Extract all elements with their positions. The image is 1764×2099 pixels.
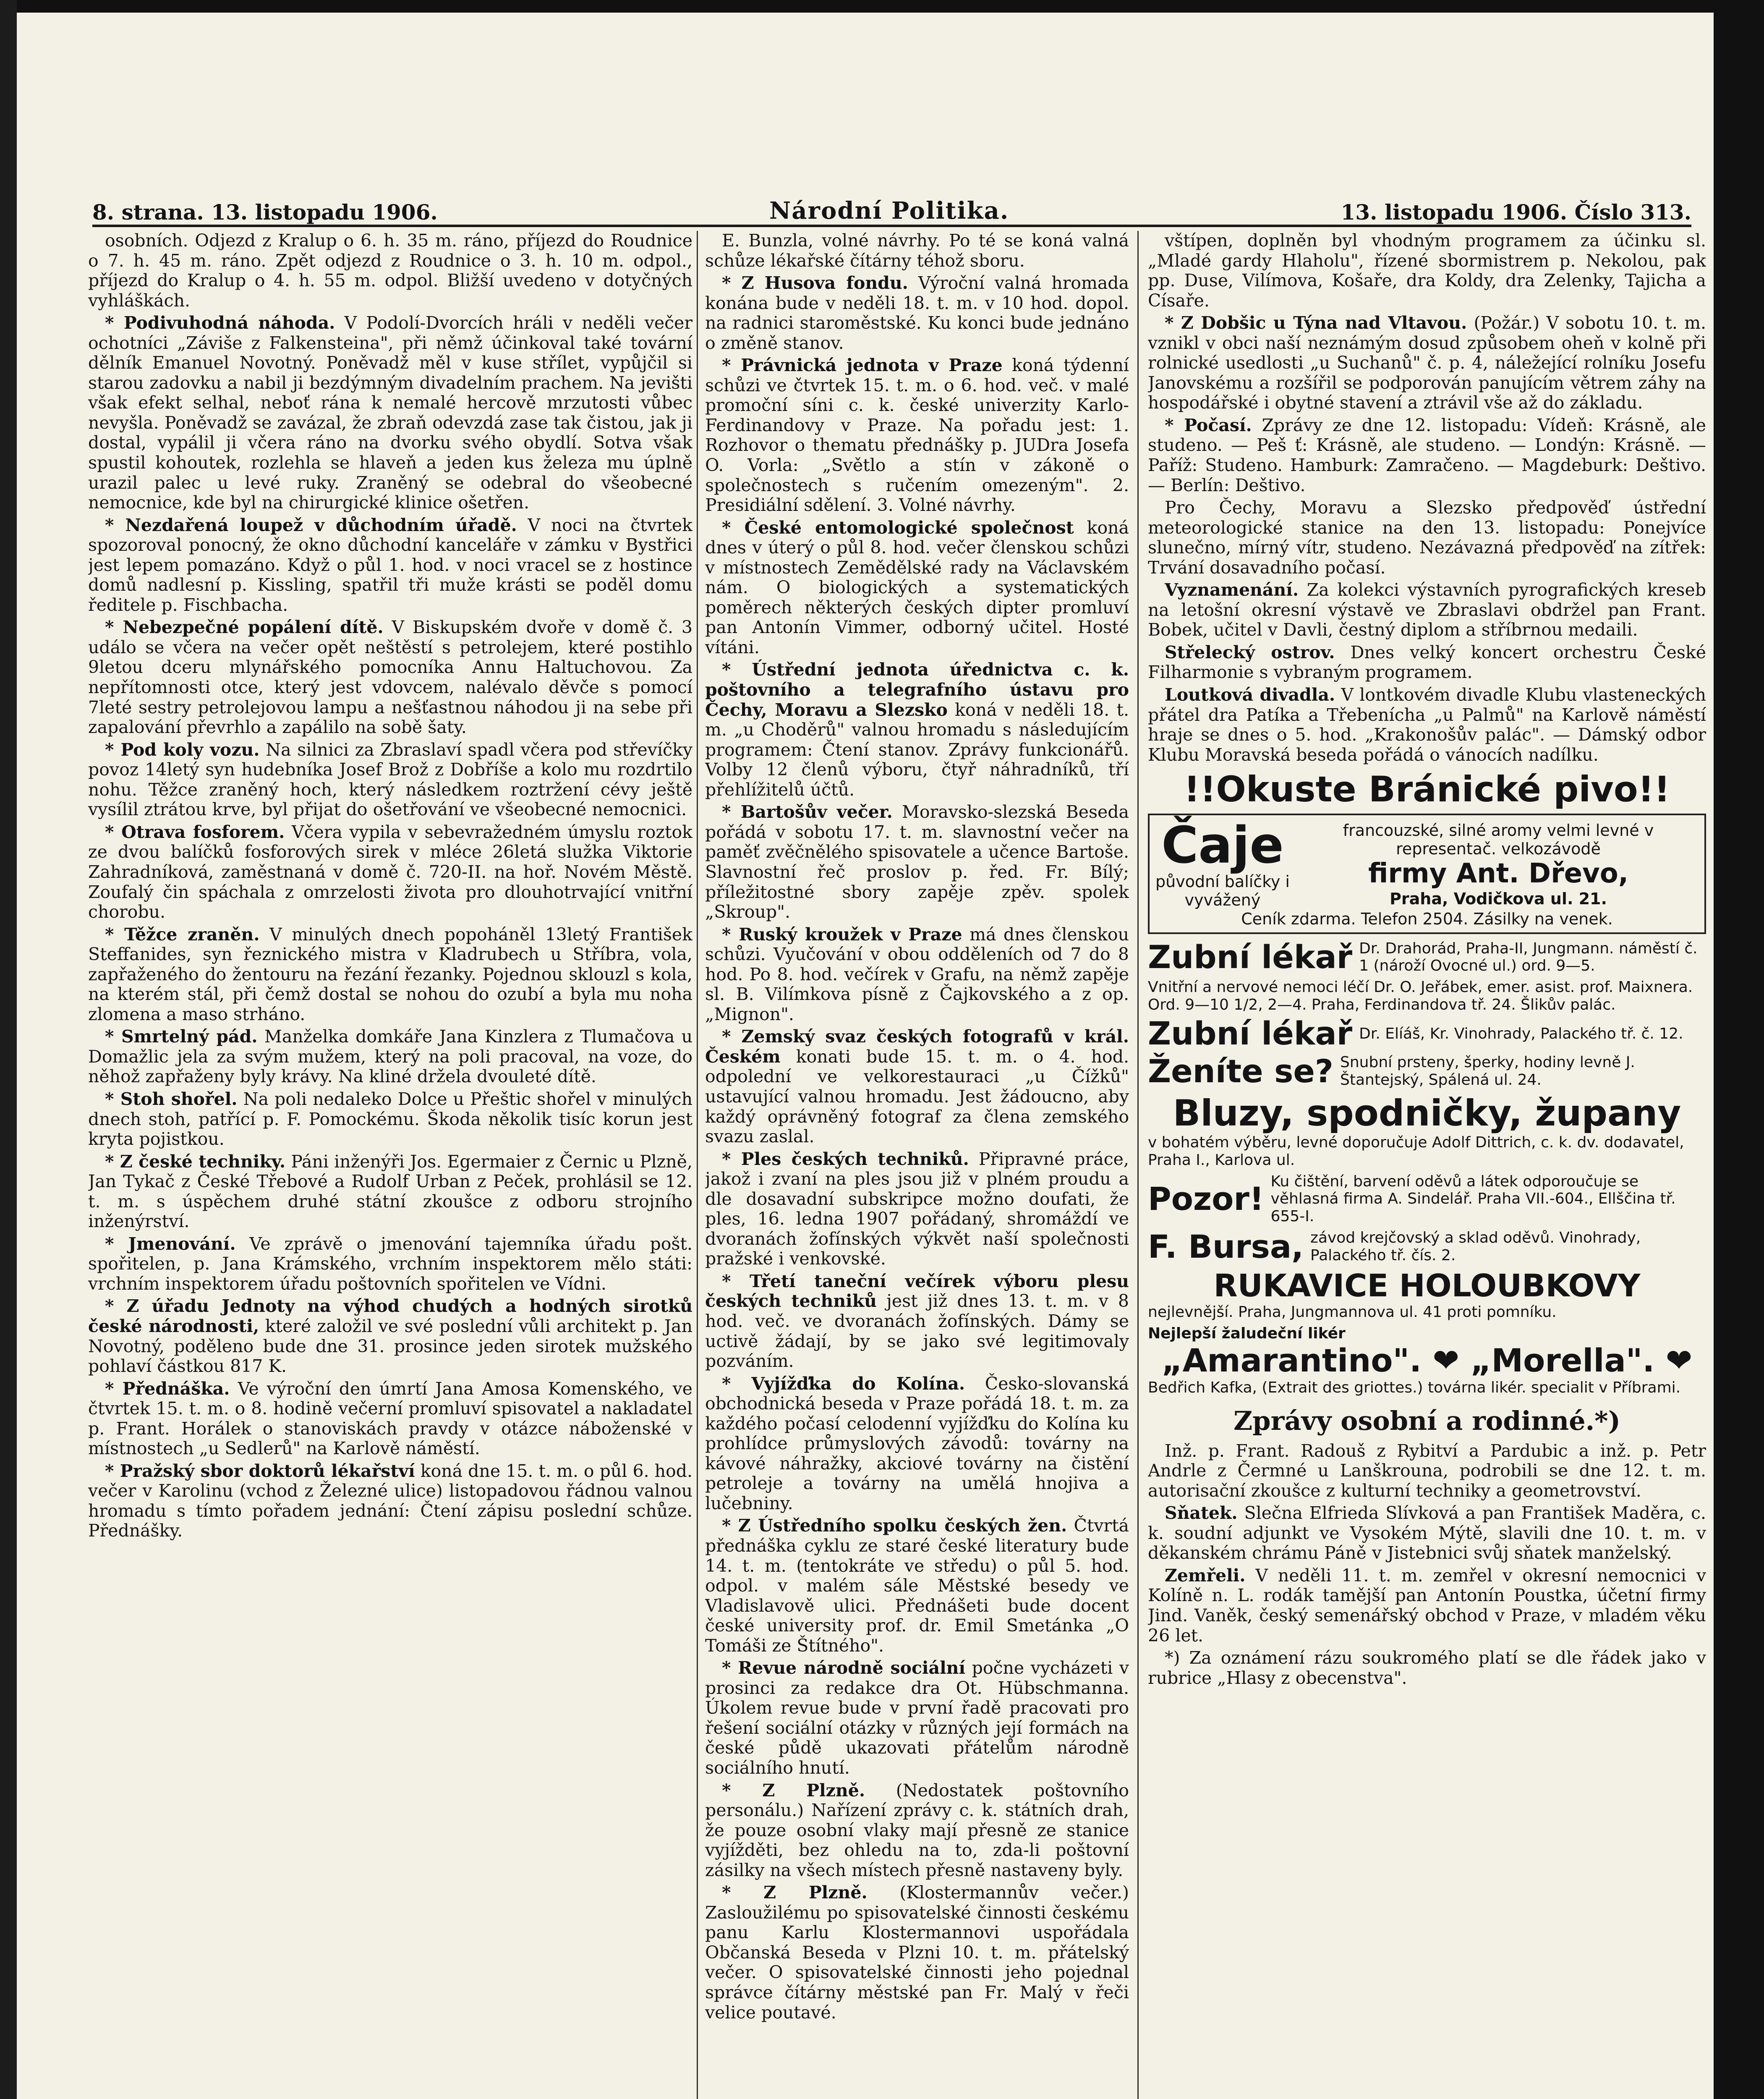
column-rule: [1137, 231, 1139, 2099]
ad-jerabek: [1148, 979, 1706, 1013]
article: [88, 822, 693, 922]
article-heading: * Smrtelný pád.: [105, 1026, 258, 1047]
article-text: jest již dnes 13. t. m. v 8 hod. več. ve dvoranách žofínských. Dámy se uctivě žádají, by se jako své legitimovaly pozváním.: [705, 1291, 1129, 1371]
article-text: koná dne 15. t. m. o půl 6. hod. večer v Karolinu (vchod z Železné ulice) listopadovou řádnou valnou hromadu s tímto pořadem jednání: Čtení zápisu poslední schůze. Přednášky.: [88, 1460, 693, 1541]
ad-label: Pozor!: [1148, 1180, 1264, 1218]
article: [705, 1027, 1129, 1146]
article-heading: * Jmenování.: [105, 1233, 236, 1254]
ad-text: Nejlepší žaludeční likér: [1148, 1325, 1346, 1343]
article-text: osobních. Odjezd z Kralup o 6. h. 35 m. ráno, příjezd do Roudnice o 7. h. 45 m. ráno. Zpět odjezd z Roudnice o 3. h. 10 m. odpol., příjezd do Kralup o 4. h. 55 m. odpol. Bližší uvedeno v dotyčných vyhláškách.: [88, 231, 693, 311]
article-heading: * Ples českých techniků.: [722, 1149, 969, 1169]
ad-zubni-lekar-2: [1148, 1015, 1706, 1052]
column-2: [705, 231, 1129, 2099]
scan-edge-right: [1714, 0, 1764, 2099]
article-heading: Střelecký ostrov.: [1165, 642, 1335, 662]
article: [705, 273, 1129, 353]
article-text: Slečna Elfrieda Slívková a pan František Maděra, c. k. soudní adjunkt ve Vysokém Mýtě, slavili dne 10. t. m. v děkanském chrámu Páně v Jistebnici svůj sňatek manželský.: [1148, 1503, 1706, 1563]
article-text: E. Bunzla, volné návrhy. Po té se koná valná schůze lékařské čítárny téhož sboru.: [705, 231, 1129, 271]
article: [1148, 416, 1706, 495]
article: [88, 1152, 693, 1232]
article-heading: * Z Dobšic u Týna nad Vltavou.: [1165, 313, 1467, 333]
ad-caje-title: Čaje: [1161, 817, 1284, 875]
article-text: (Nedostatek poštovního personálu.) Nařízení zprávy c. k. státních drah, že pouze osobní vlaky mají přesně ze stanice vyjížděti, bez ohledu na to, zda-li poštovní zásilky na všech místech přesně nastaveny byly.: [705, 1780, 1129, 1880]
article-heading: * Bartošův večer.: [722, 802, 893, 822]
section-title: Zprávy osobní a rodinné.*): [1233, 1405, 1620, 1436]
ad-caje-address: Praha, Vodičkova ul. 21.: [1390, 889, 1607, 908]
article: [705, 1374, 1129, 1514]
article-heading: * Z Ústředního spolku českých žen.: [722, 1515, 1067, 1536]
ad-amarantino-title: „Amarantino". ❤ „Morella". ❤: [1161, 1342, 1693, 1379]
article-heading: * Přednáška.: [105, 1378, 230, 1399]
article: [1148, 313, 1706, 413]
article-text: Moravsko-slezská Beseda pořádá v sobotu 17. t. m. slavnostní večer na paměť zvěčnělého spisovatele a učence Bartoše. Slavnostní řeč proslov p. řed. Fr. Bílý; příležitostné sbory zapěje zpěv. spolek „Skroup".: [705, 802, 1129, 922]
article-text: V minulých dnech popoháněl 13letý František Steffanides, syn řeznického mistra v Kladrubech u Stříbra, vola, zapřaženého do žentouru na řezání řezanky. Pojednou sklouzl s kola, na kterém stál, při čemž dostal se nohou do ozubí a byla mu noha zlomena a maso strháno.: [88, 924, 693, 1024]
article-text: V lontkovém divadle Klubu vlasteneckých přátel dra Patíka a Třebenícha „u Palmů" na Karlově náměstí hraje se dnes o 5. hod. „Krakonošův palác". — Dámský odbor Klubu Moravská beseda pořádá o vánocích nadílku.: [1148, 685, 1706, 765]
article: [705, 1272, 1129, 1371]
ad-likér: [1148, 1325, 1706, 1342]
article: [705, 925, 1129, 1025]
ad-bluzy: [1148, 1134, 1706, 1169]
article-heading: * Těžce zraněn.: [105, 924, 260, 945]
article: [88, 516, 693, 615]
column-3: [1148, 231, 1706, 2099]
ad-caje-footer: Ceník zdarma. Telefon 2504. Zásilky na venek.: [1241, 909, 1613, 928]
article-heading: Zemřeli.: [1165, 1565, 1246, 1586]
article: [1148, 643, 1706, 683]
article-text: počne vycházeti v prosinci za redakce dra Ot. Hübschmanna. Úkolem revue bude v první řadě pracovati pro řešení sociální otázky v různých její formách na české půdě ukazovati přátelům národně sociálního hnutí.: [705, 1658, 1129, 1778]
ad-text: v bohatém výběru, levné doporučuje Adolf Dittrich, c. k. dv. dodavatel, Praha I., Karlova ul.: [1148, 1134, 1684, 1169]
article-heading: * Stoh shořel.: [105, 1089, 238, 1109]
article-text: Ve zprávě o jmenování tajemníka úřadu pošt. spořitelen, p. Jana Krámského, vrchním inspektorem mělo státi: vrchním inspektorem úřadu poštovních spořitelen ve Vídni.: [88, 1233, 693, 1294]
article-text: Inž. p. Frant. Radouš z Rybitví a Pardubic a inž. p. Petr Andrle z Čermné u Lanškrouna, podrobili se dne 12. t. m. autorisační zkoušce z kulturní techniky a geometrovství.: [1148, 1440, 1706, 1501]
article-heading: * Třetí taneční večírek výboru plesu českých techniků: [705, 1271, 1129, 1311]
article-heading: * Otrava fosforem.: [105, 822, 285, 842]
article-text: V neděli 11. t. m. zemřel v okresní nemocnici v Kolíně n. L. rodák tamější pan Antonín Poustka, účetní firmy Jind. Vaněk, český semenářský obchod v Praze, v mladém věku 26 let.: [1148, 1565, 1706, 1646]
article: [1148, 1566, 1706, 1646]
article: [88, 1027, 693, 1087]
article: [705, 1883, 1129, 2023]
article: [88, 1461, 693, 1541]
ad-rukavice: [1148, 1303, 1706, 1321]
ad-caje-sub: původní balíčky i vyvážený: [1155, 872, 1290, 910]
article-text: které založil ve své poslední vůli architekt p. Jan Novotný, poděleno bude dne 31. prosince jeden sirotek mužského pohlaví částkou 817 K.: [88, 1316, 693, 1377]
article-heading: * Zemský svaz českých fotografů v král. Českém: [705, 1026, 1129, 1067]
article-text: Manželka domkáře Jana Kinzlera z Tlumačova u Domažlic jela za svým mužem, který na poli pracoval, na voze, do něhož zapřaženy byly krávy. Na kliné držela dvouleté dítě.: [88, 1026, 693, 1087]
article-heading: * Nebezpečné popálení dítě.: [105, 617, 384, 638]
ad-bluzy-title: Bluzy, spodničky, župany: [1173, 1092, 1681, 1134]
article: [705, 660, 1129, 800]
article-text: V noci na čtvrtek spozoroval ponocný, že okno důchodní kanceláře v zámku v Bystřici jest lepem pomazáno. Když o půl 1. hod. v noci vracel se z hostince domů nadlesní p. Kissling, spatřil tři muže krásti se poděl domu ředitele p. Fischbacha.: [88, 515, 693, 615]
article-text: V Biskupském dvoře v domě č. 3 událo se včera na večer opět neštěstí s petrolejem, které postihlo 9letou dceru mlynářského pomocníka Annu Haltuchovou. Za nepřítomnosti otce, který jest vdovcem, nalévalo děvče s pomocí 7leté sestry petrolejovou lampu a nešťastnou náhodou ji na sebe při zapalování převrhlo a zapálilo na sobě šaty.: [88, 617, 693, 738]
article: [705, 1781, 1129, 1881]
article-heading: * Z Plzně.: [722, 1882, 868, 1903]
article-heading: * Pražský sbor doktorů lékařství: [105, 1460, 415, 1481]
article-heading: * Ruský kroužek v Praze: [722, 924, 962, 945]
article: [1148, 1503, 1706, 1563]
article: [705, 1516, 1129, 1656]
article: [88, 1234, 693, 1294]
article-text: Ve výroční den úmrtí Jana Amosa Komenského, ve čtvrtek 15. t. m. o 8. hodině večerní promluví spisovatel a nakladatel p. Frant. Horálek o stanoviskách pravdy v otázce náboženské v místnostech „u Sedlerů" na Karlově náměstí.: [88, 1378, 693, 1459]
article-heading: * Z Husova fondu.: [722, 273, 908, 293]
article: [705, 802, 1129, 922]
article-text: Na poli nedaleko Dolce u Přeštic shořel v minulých dnech stoh, patřící p. F. Pomockému. Škoda několik tisíc korun jest kryta pojistkou.: [88, 1089, 693, 1149]
article-heading: * Podivuhodná náhoda.: [105, 313, 335, 333]
column-rule: [697, 231, 698, 2099]
ad-caje-firm: firmy Ant. Dřevo,: [1368, 858, 1629, 890]
article-text: vštípen, doplněn byl vhodným programem za účinku sl. „Mladé gardy Hlaholu", řízené sbormistrem p. Nekolou, pak pp. Duse, Vilímova, Košaře, dra Koldy, dra Zelenky, Tajicha a Císaře.: [1148, 231, 1706, 311]
article-text: koná týdenní schůzi ve čtvrtek 15. t. m. o 6. hod. več. v malé promoční síni c. k. české univerzity Karlo-Ferdinandovy v Praze. Na pořadu jest: 1. Rozhovor o thematu přednášky p. JUDra Josefa O. Vorla: „Světlo a stín v zákoně o společnostech s ručením omezeným". 2. Presidiální sdělení. 3. Volné návrhy.: [705, 355, 1129, 516]
ad-caje: [1148, 814, 1706, 934]
footnote: *) Za oznámení rázu soukromého platí se dle řádek jako v rubrice „Hlasy z obecenstva".: [1148, 1648, 1706, 1688]
ad-text: Bedřich Kafka, (Extrait des griottes.) továrna likér. specialit v Příbrami.: [1148, 1379, 1681, 1397]
ad-text: Vnitřní a nervové nemoci léčí Dr. O. Jeřábek, emer. asist. prof. Maixnera. Ord. 9—10 1/2, 2—4. Praha, Ferdinandova tř. 24. Šlikův palác.: [1148, 979, 1693, 1013]
newspaper-title: Národní Politika.: [769, 197, 1009, 225]
ad-zubni-lekar-1: [1148, 940, 1706, 975]
article: [88, 313, 693, 513]
article: [705, 1149, 1129, 1269]
article-text: Pro Čechy, Moravu a Slezsko předpověď ústřední meteorologické stanice na den 13. listopadu: Ponejvíce slunečno, mírný vítr, studeno. Nezávazná předpověď na zítřek: Trvání dosavadního počasí.: [1148, 497, 1706, 578]
article-heading: Loutková divadla.: [1165, 685, 1335, 705]
article-heading: * Nezdařená loupež v důchodním úřadě.: [105, 515, 517, 535]
ad-kafka: [1148, 1379, 1706, 1396]
ad-caje-desc: francouzské, silné aromy velmi levné v representač. velkozávodě: [1343, 821, 1654, 858]
ad-label: F. Bursa,: [1148, 1227, 1304, 1265]
article-heading: * Pod koly vozu.: [105, 739, 260, 760]
article-text: koná dnes v úterý o půl 8. hod. večer členskou schůzi v místnostech Zemědělské rady na Václavském nám. O biologických a systematických poměrech některých českých dipter promluví pan Antonín Vimmer, odborný učitel. Hosté vítáni.: [705, 517, 1129, 657]
article: [705, 1658, 1129, 1778]
article-text: V Podolí-Dvorcích hráli v neděli večer ochotníci „Záviše z Falkensteina", při němž účinkoval také tovární dělník Emanuel Novotný. Poněvadž měl v kuse střílet, vypůjčil si starou zadovku a nabil ji bezdýmným divadelním prachem. Na jevišti však efekt selhal, neboť rána k nemalé hercově mrzutosti vůbec nevyšla. Poněvadž se zavázal, že zbraň odevzdá zase tak čistou, jak ji dostal, vypálil ji včera ráno na dvorku svého obydlí. Sotva však spustil kohoutek, rozlehla se hlaveň a jeden kus železa mu úplně urazil palec u levé ruky. Zraněný se odebral do všeobecné nemocnice, kde byl na chirurgické klinice ošetřen.: [88, 313, 693, 513]
article-heading: * Vyjížďka do Kolína.: [722, 1373, 965, 1394]
article-text: Páni inženýři Jos. Egermaier z Černic u Plzně, Jan Tykač z České Třebové a Rudolf Urban z Peček, prohlásil se 12. t. m. s úspěchem druhé státní zkoušce z odboru strojního inženýrství.: [88, 1151, 693, 1232]
masthead-right: 13. listopadu 1906. Číslo 313.: [1341, 200, 1691, 225]
article-heading: * Počasí.: [1165, 415, 1252, 435]
article-text: Dnes velký koncert orchestru České Filharmonie s vybraným programem.: [1148, 642, 1706, 683]
article: [88, 618, 693, 737]
ad-text: Dr. Elíáš, Kr. Vinohrady, Palackého tř. č. 12.: [1359, 1025, 1683, 1042]
article-heading: * Z české techniky.: [105, 1151, 286, 1172]
article-text: (Požár.) V sobotu 10. t. m. vznikl v obci naší neznámým dosud způsobem oheň v kolně při rolnické usedlosti „u Suchanů" č. p. 4, náležející rolníku Josefu Janovskému a rozšířil se podporován panujícím větrem záhy na hospodářské i obytné stavení a ztrávil vše až do základu.: [1148, 313, 1706, 413]
ad-label: Zubní lékař: [1148, 1015, 1353, 1052]
article-heading: * Právnická jednota v Praze: [722, 355, 1003, 376]
article-text: Česko-slovanská obchodnická beseda v Praze pořádá 18. t. m. za každého počasí celodenní vyjížďku do Kolína ku prohlídce průmyslových závodů: továrny na kávové náhražky, akciové továrny na čistění petroleje a továrny na umělá hnojiva a lučebniny.: [705, 1373, 1129, 1513]
article-heading: * Z úřadu Jednoty na výhod chudých a hodných sirotků české národnosti,: [88, 1296, 693, 1336]
ad-label: Zubní lékař: [1148, 938, 1353, 976]
ad-bursa: [1148, 1229, 1706, 1264]
article: [705, 518, 1129, 658]
newspaper-page: [59, 0, 1721, 2099]
article: [88, 740, 693, 820]
article-text: Výroční valná hromada konána bude v neděli 18. t. m. v 10 hod. dopol. na radnici staroměstské. Ku konci bude jednáno o změně stanov.: [705, 273, 1129, 353]
article-text: Čtvrtá přednáška cyklu ze staré české literatury bude 14. t. m. (tentokráte ve středu) o půl 5. hod. odpol. v malém sále Městské besedy ve Vladislavově ulici. Přednášeti bude docent české university prof. dr. Emil Smetánka „O Tomáši ze Štítného".: [705, 1515, 1129, 1656]
scan-edge-left: [0, 0, 17, 2099]
article-text: (Klostermannův večer.) Zasloužilému po spisovatelské činnosti českému panu Karlu Klostermannovi uspořádala Občanská Beseda v Plzni 10. t. m. přátelský večer. O spisovatelské činnosti jeho pojednal správce čítárny městské pan Fr. Malý v řeči velice poutavé.: [705, 1882, 1129, 2023]
article: [88, 925, 693, 1025]
ad-pozor: [1148, 1173, 1706, 1225]
article: [705, 356, 1129, 515]
article-text: Včera vypila v sebevražedném úmyslu roztok ze dvou balíčků fosforových sirek v mléce 26letá služka Viktorie Zahradníková, zaměstnaná v domě č. 720-II. na hoř. Novém Městě. Zoufalý čin spáchala z omrzelosti života pro dlouhotrvající vnitřní chorobu.: [88, 822, 693, 922]
article-text: koná v neděli 18. t. m. „u Choděrů" valnou hromadu s následujícím programem: Čtení stanov. Zprávy funkcionářů. Volby 12 členů výboru, čtyř náhradníků, tří přehlížitelů účtů.: [705, 699, 1129, 800]
article: [1148, 580, 1706, 640]
ad-text: Ku čištění, barvení oděvů a látek odporoučuje se věhlasná firma A. Sindelář. Praha VII.-604., Ellščina tř. 655-I.: [1270, 1173, 1676, 1225]
ad-rukavice-title: RUKAVICE HOLOUBKOVY: [1213, 1268, 1641, 1304]
ad-text: Dr. Drahorád, Praha-II, Jungmann. náměstí č. 1 (nároží Ovocné ul.) ord. 9—5.: [1359, 940, 1698, 975]
article: [1148, 685, 1706, 765]
ad-text: závod krejčovský a sklad oděvů. Vinohrady, Palackého tř. čís. 2.: [1310, 1229, 1641, 1264]
article-text: má dnes členskou schůzi. Vyučování v obou odděleních od 7 do 8 hod. Po 8. hod. večírek v Grafu, na němž zapěje sl. B. Vilímkova písně z Čajkovského a z op. „Mignon".: [705, 924, 1129, 1024]
column-1: [88, 231, 693, 2099]
masthead-left: 8. strana. 13. listopadu 1906.: [92, 200, 438, 225]
masthead: [92, 191, 1691, 227]
article-text: Na silnici za Zbraslaví spadl včera pod střevíčky povoz 14letý syn hudebníka Josef Brož z Dobříše a kolo mu rozdrtilo nohu. Těžce zraněný hoch, který následkem roztržení cévy ještě vysílil ztrátou krve, byl přijat do ošetřování ve všeobecné nemocnici.: [88, 739, 693, 820]
article-text: Zprávy ze dne 12. listopadu: Vídeň: Krásně, ale studeno. — Peš ť: Krásně, ale studeno. — Londýn: Krásně. — Paříž: Studeno. Hamburk: Zamračeno. — Magdeburk: Deštivo. — Berlín: Deštivo.: [1148, 415, 1706, 495]
article-heading: Vyznamenání.: [1165, 580, 1299, 600]
article: [88, 1089, 693, 1149]
ad-zenite-se: [1148, 1054, 1706, 1089]
article-heading: * Z Plzně.: [722, 1780, 865, 1801]
article-heading: * České entomologické společnost: [722, 517, 1074, 538]
article: [88, 1379, 693, 1459]
article-heading: * Revue národně sociální: [722, 1658, 966, 1678]
article-text: konati bude 15. t. m. o 4. hod. odpolední ve velkorestauraci „u Čížků" ustavující valnou hromadu. Jest žádoucno, aby každý oprávněný fotograf za člena zemského svazu zaslal.: [705, 1046, 1129, 1147]
ad-text: nejlevnější. Praha, Jungmannova ul. 41 proti pomníku.: [1148, 1303, 1557, 1321]
article: [88, 1296, 693, 1376]
ad-label: Ženíte se?: [1148, 1052, 1334, 1090]
article-text: Za kolekci výstavních pyrografických kreseb na letošní okresní výstavě ve Zbraslavi obdržel pan Frant. Bobek, učitel v Davli, čestný diplom a stříbrnou medaili.: [1148, 580, 1706, 640]
ad-branicke-pivo: !!Okuste Bránické pivo!!: [1184, 769, 1670, 810]
article-text: Připravné práce, jakož i zvaní na ples jsou již v plném proudu a dle dosavadní subskripce možno doufati, že ples, 16. ledna 1907 pořádaný, shromáždí ve dvoranách žofínských výkvět naší společnosti pražské i venkovské.: [705, 1149, 1129, 1269]
article-heading: * Ústřední jednota úřednictva c. k. poštovního a telegrafního ústavu pro Čechy, Moravu a Slezsko: [705, 660, 1129, 720]
article-heading: Sňatek.: [1165, 1503, 1238, 1523]
ad-text: Snubní prsteny, šperky, hodiny levně J. Štantejský, Spálená ul. 24.: [1340, 1054, 1635, 1089]
